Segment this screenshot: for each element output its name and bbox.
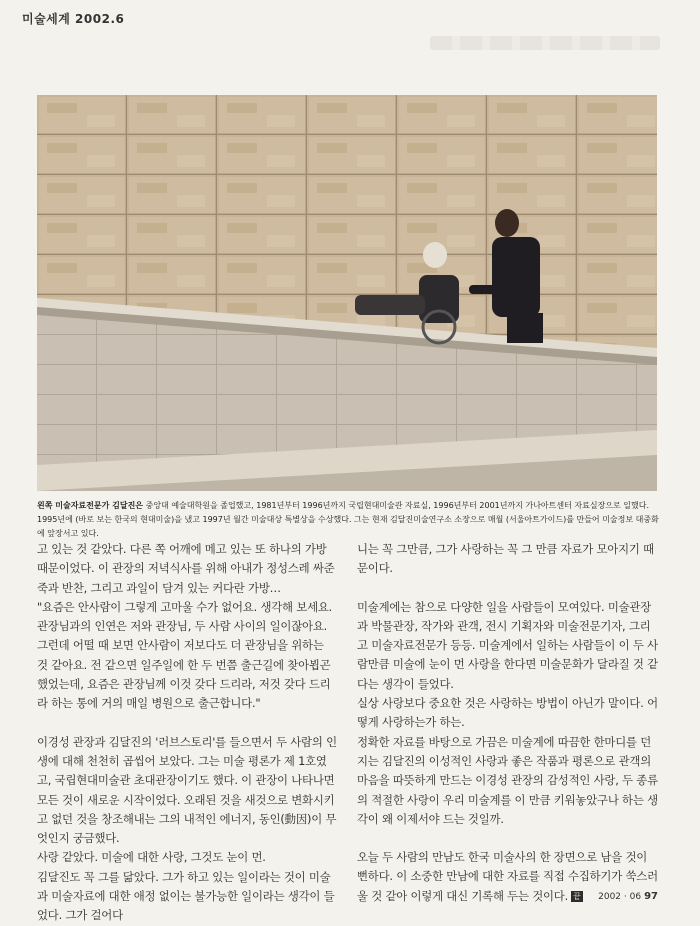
right-paragraph-5-text: 오늘 두 사람의 만남도 한국 미술사의 한 장면으로 남을 것이 뻔하다. 이 소중한 만남에 대한 자료를 직접 수집하기가 쑥스러울 것 같아 이렇게 대신 기록해 두는 것이다. <box>357 850 658 903</box>
bleed-through-text <box>430 36 660 50</box>
left-column <box>37 540 337 926</box>
page-footer <box>598 891 658 902</box>
page-number: 97 <box>644 891 658 902</box>
photo-caption <box>37 499 659 541</box>
feature-photo <box>37 95 657 491</box>
right-column <box>357 540 661 906</box>
issue-date: 2002 · 06 <box>598 892 642 902</box>
right-paragraph-3: 실상 사랑보다 중요한 것은 사랑하는 방법이 아닌가 말이다. 어떻게 사랑하는가 하는. <box>357 696 658 730</box>
magazine-header: 미술세계 2002.6 <box>22 12 125 26</box>
right-paragraph-2: 미술계에는 참으로 다양한 일을 사람들이 모여있다. 미술관장과 박물관장, 작가와 관객, 전시 기획자와 미술전문기자, 그리고 미술자료전문가 등등. 미술계에서 일하는 사람들이 이 두 사람만큼 미술에 눈이 먼 사랑을 한다면 미술문화가 달라질 것 같다는 생각이 들었다. <box>357 599 658 691</box>
photo-illustration <box>37 95 657 491</box>
end-mark-icon: 끝 <box>573 891 581 901</box>
left-paragraph-5: 김달진도 꼭 그를 닮았다. 그가 하고 있는 일이라는 것이 미술과 미술자료에 대한 애정 없이는 불가능한 일이라는 생각이 들었다. 그가 걸어다 <box>37 869 335 923</box>
left-quote: "요즘은 안사람이 그렇게 고마울 수가 없어요. 생각해 보세요. 관장님과의 인연은 저와 관장님, 두 사람 사이의 일이잖아요. 그런데 어떨 때 보면 안사람이 저보다도 더 관장님을 위하는 것 같아요. 전 같으면 일주일에 한 두 번쯤 출근길에 찾아뵙곤 했었는데, 요즘은 관장님께 이것 갖다 드리라, 저것 갖다 드리라 하는 통에 거의 매일 병원으로 출근합니다." <box>37 599 333 711</box>
left-paragraph-4: 사랑 같았다. 미술에 대한 사랑, 그것도 눈이 먼. <box>37 850 266 865</box>
left-paragraph-1: 고 있는 것 같았다. 다른 쪽 어깨에 메고 있는 또 하나의 가방 때문이었다. 이 관장의 저녁식사를 위해 아내가 정성스레 싸준 죽과 반찬, 그리고 과일이 담겨 있는 커다란 가방… <box>37 542 335 595</box>
caption-body: 중앙대 예술대학원을 졸업했고, 1981년부터 1996년까지 국립현대미술관 자료실, 1996년부터 2001년까지 가나아트센터 자료실장으로 일했다. 1995년에 (바로 보는 한국의 현대미술)을 냈고 1997년 월간 미술대상 특별상을 수상했다. 그는 현재 김달진미술연구소 소장으로 매월 (서울아트가이드)를 만들어 미술정보 대중화에 앞장서고 있다. <box>37 501 659 538</box>
right-paragraph-1: 니는 꼭 그만큼, 그가 사랑하는 꼭 그 만큼 자료가 모아지기 때문이다. <box>357 542 654 576</box>
left-paragraph-3: 이경성 관장과 김달진의 '러브스토리'를 들으면서 두 사람의 인생에 대해 천천히 곱씹어 보았다. 그는 미술 평론가 제 1호였고, 국립현대미술관 초대관장이기도 했다. 이 관장이 나타나면 모든 것이 새로운 시작이었다. 오래된 것을 새것으로 변화시키고 없던 것을 창조해내는 그의 내적인 에너지, 동인(動因)이 무엇인지 궁금했다. <box>37 734 337 846</box>
right-paragraph-4: 정확한 자료를 바탕으로 가끔은 미술계에 따끔한 한마디를 던지는 김달진의 이성적인 사랑과 좋은 작품과 평론으로 관객의 마음을 따뜻하게 만드는 이경성 관장의 감성적인 사랑, 두 종류의 적절한 사랑이 우리 미술계를 이 만큼 키워놓았구나 하는 생각이 왜 이제서야 드는 것일까. <box>357 734 658 826</box>
caption-lead: 왼쪽 미술자료전문가 김달진은 <box>37 501 144 510</box>
